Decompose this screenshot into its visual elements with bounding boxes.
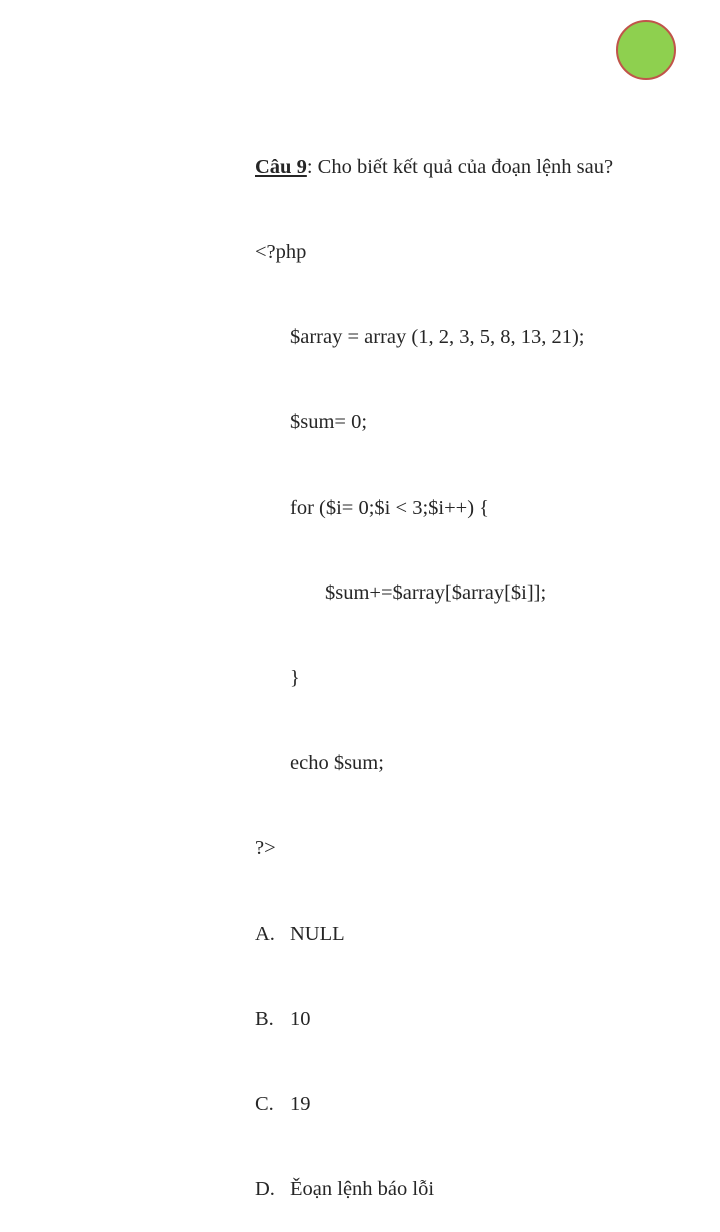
option-a[interactable]	[255, 920, 613, 948]
option-letter: A.	[255, 922, 275, 945]
code-line-for: for ($i= 0;$i < 3;$i++) {	[290, 496, 489, 519]
code-line-close-brace: }	[290, 667, 300, 690]
question-block	[255, 96, 613, 1232]
option-letter: C.	[255, 1093, 274, 1116]
option-letter: D.	[255, 1178, 275, 1201]
option-b[interactable]	[255, 1005, 613, 1033]
code-line-echo: echo $sum;	[290, 752, 384, 775]
code-close-tag: ?>	[255, 837, 276, 860]
code-open-tag: <?php	[255, 241, 307, 264]
option-d[interactable]	[255, 1175, 613, 1203]
option-text: Ěoạn lệnh báo lỗi	[290, 1178, 435, 1201]
code-line-array: $array = array (1, 2, 3, 5, 8, 13, 21);	[290, 326, 585, 349]
green-circle-decoration	[616, 20, 676, 80]
option-letter: B.	[255, 1007, 274, 1030]
option-c[interactable]	[255, 1090, 613, 1118]
option-text: 19	[290, 1093, 311, 1116]
option-text: 10	[290, 1007, 311, 1030]
option-text: NULL	[290, 922, 345, 945]
code-line-sum-init: $sum= 0;	[290, 411, 368, 434]
question-text: : Cho biết kết quả của đoạn lệnh sau?	[306, 155, 614, 178]
question-line	[255, 153, 613, 181]
question-label: Câu 9	[255, 155, 307, 178]
code-line-sum-add: $sum+=$array[$array[$i]];	[325, 581, 547, 604]
